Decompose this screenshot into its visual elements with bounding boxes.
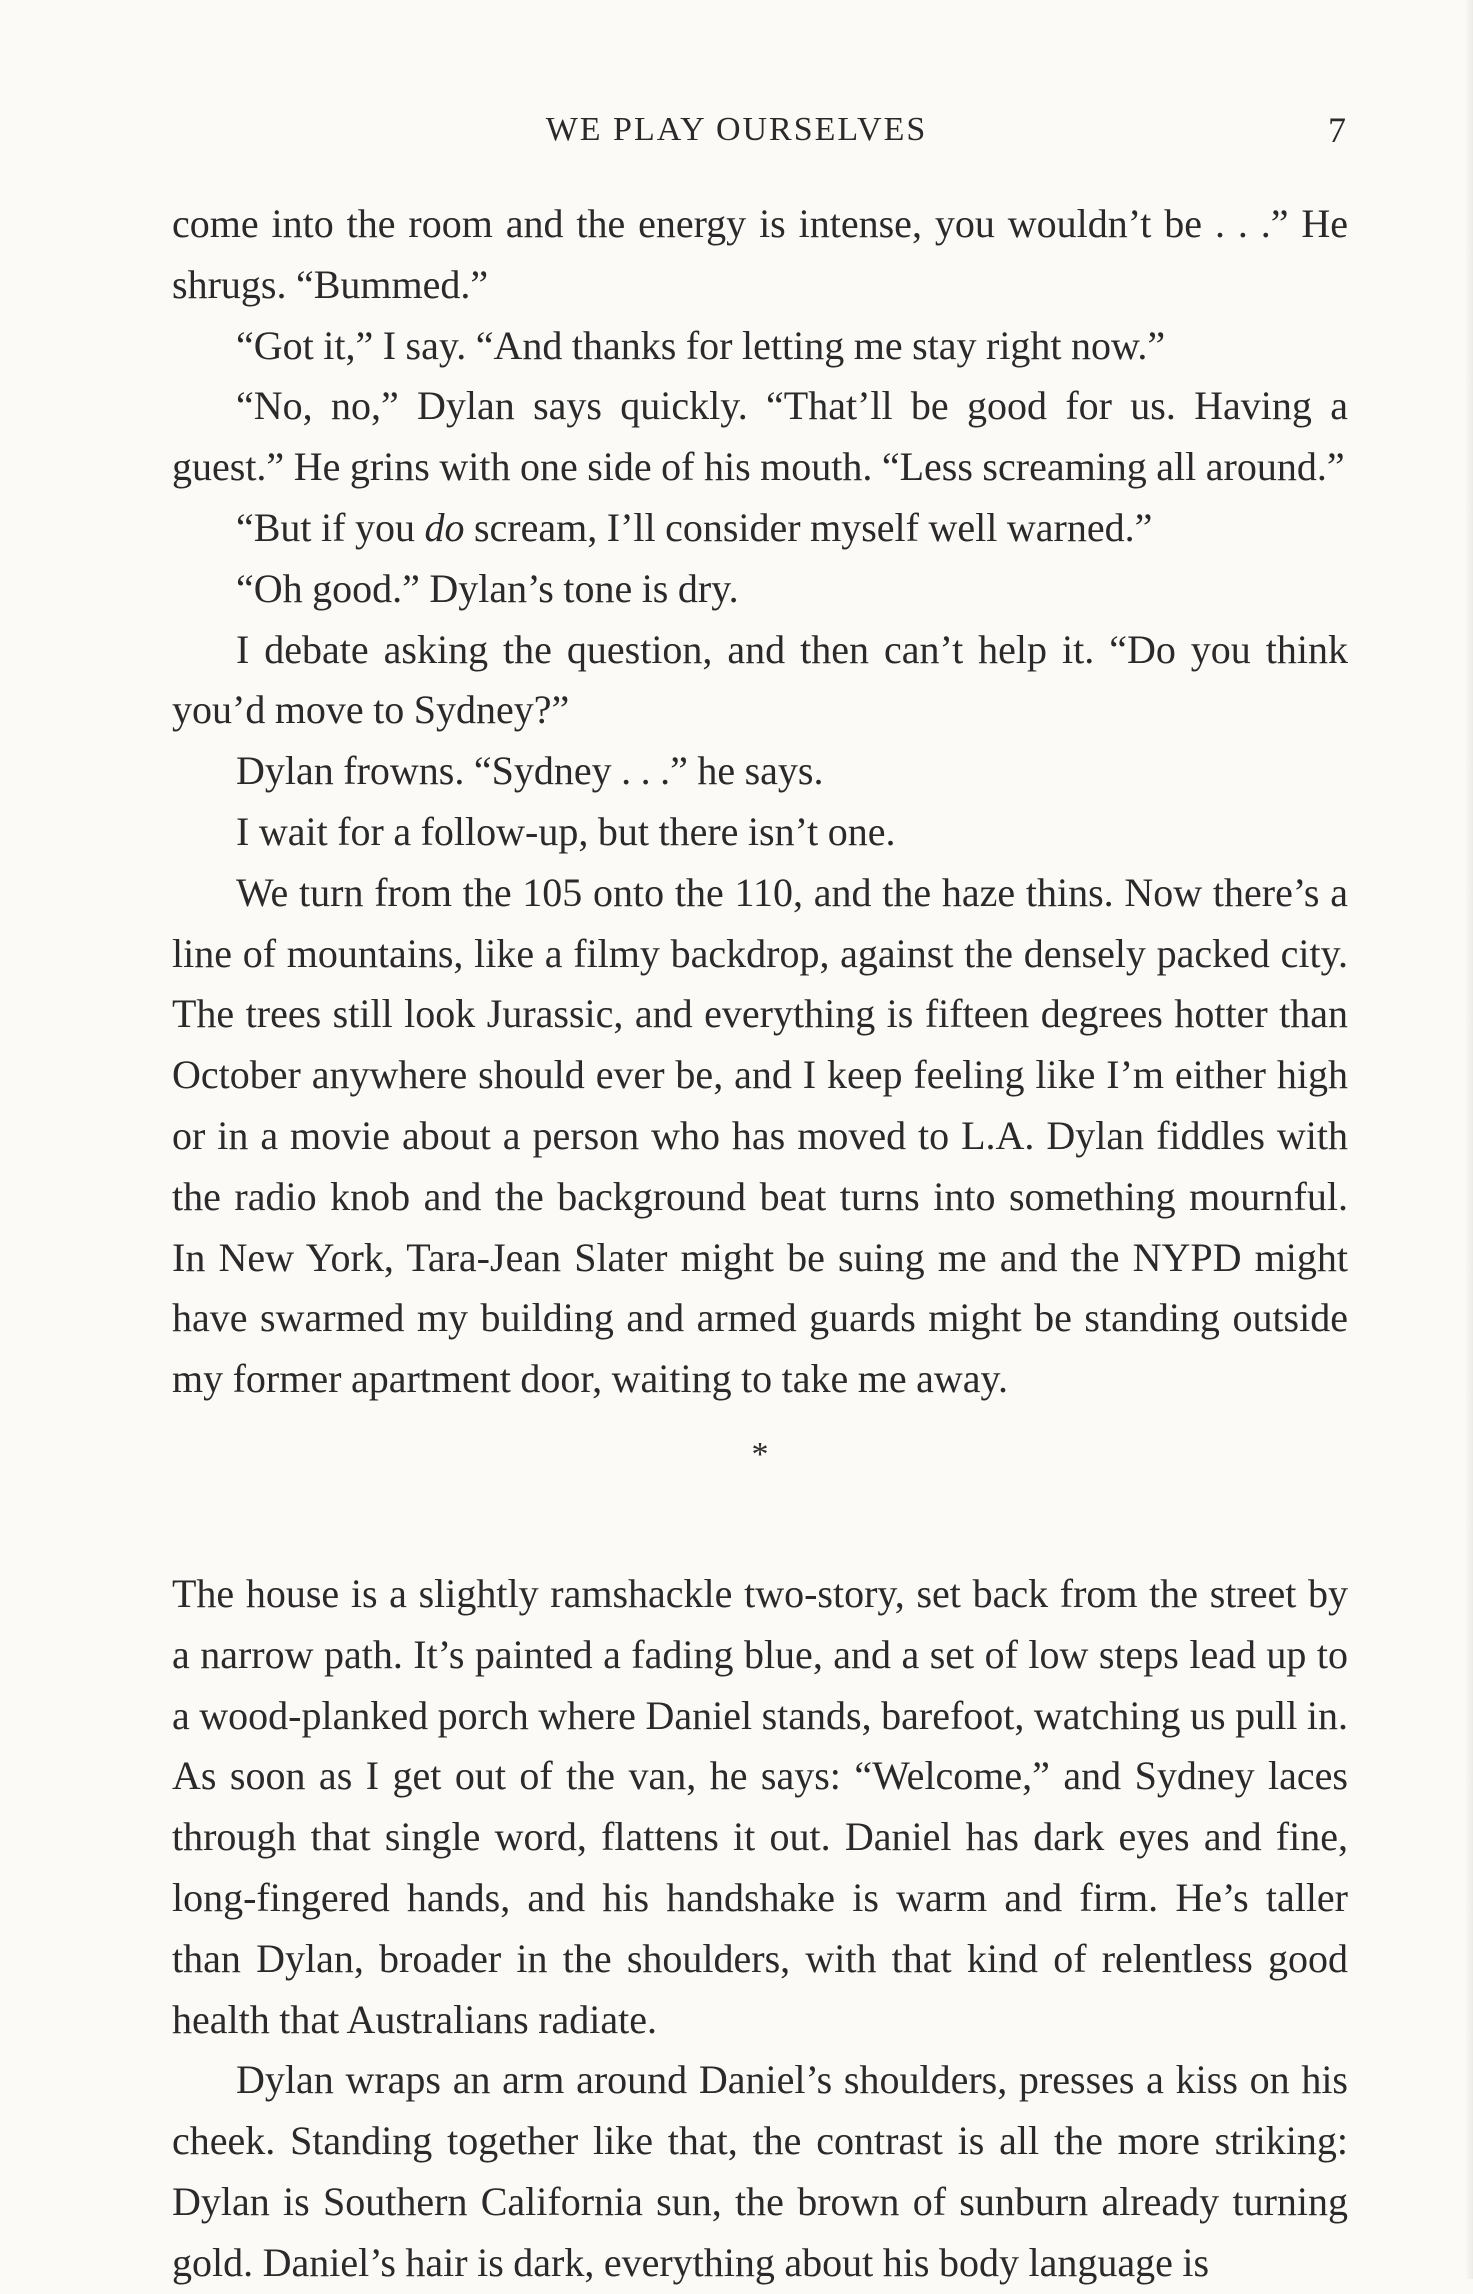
paragraph-dialogue: Dylan frowns. “Sydney . . .” he says. xyxy=(236,748,824,794)
paragraph-narrative: Dylan wraps an arm around Daniel’s shoulders, presses a kiss on his cheek. Standing together like that, the contrast is all the more striking: Dylan is Southern California sun, the brown of sunburn already turning gold. Daniel’s hair is dark, everything about his body language is xyxy=(172,2057,1348,2285)
paragraph-dialogue: “Got it,” I say. “And thanks for letting me stay right now.” xyxy=(236,322,1166,368)
running-head xyxy=(0,100,1473,160)
paragraph: I wait for a follow-up, but there isn’t one. xyxy=(236,808,896,854)
paragraph-narrative: We turn from the 105 onto the 110, and the haze thins. Now there’s a line of mountains, like a filmy backdrop, against the densely packed city. The trees still look Jurassic, and everything is fifteen degrees hotter than October anywhere should ever be, and I keep feeling like I’m either high or in a movie about a person who has moved to L.A. Dylan fiddles with the radio knob and the background beat turns into something mournful. In New York, Tara-Jean Slater might be suing me and the NYPD might have swarmed my building and armed guards might be standing outside my former apartment door, waiting to take me away. xyxy=(172,869,1348,1402)
emphasis-text: do xyxy=(424,504,465,550)
paragraph-dialogue: “Oh good.” Dylan’s tone is dry. xyxy=(236,565,739,611)
page-edge-shadow xyxy=(1465,0,1473,2279)
section-break: * xyxy=(751,1435,769,1473)
paragraph-dialogue: “No, no,” Dylan says quickly. “That’ll be good for us. Having a guest.” He grins with one side of his mouth. “Less screaming all around.” xyxy=(172,383,1348,490)
body-text xyxy=(172,194,1348,2294)
paragraph-continuation: come into the room and the energy is intense, you wouldn’t be . . .” He shrugs. “Bummed.” xyxy=(172,201,1348,307)
running-title: WE PLAY OURSELVES xyxy=(545,111,928,148)
paragraph-dialogue xyxy=(172,498,1348,559)
text-segment: scream, I’ll consider myself well warned.” xyxy=(464,504,1153,550)
page-number: 7 xyxy=(1328,110,1346,150)
section-opening-paragraph: The house is a slightly ramshackle two-story, set back from the street by a narrow path. It’s painted a fading blue, and a set of low steps lead up to a wood-planked porch where Daniel stands, barefoot, watching us pull in. As soon as I get out of the van, he says: “Welcome,” and Sydney laces through that single word, flattens it out. Daniel has dark eyes and fine, long-fingered hands, and his handshake is warm and firm. He’s taller than Dylan, broader in the shoulders, with that kind of relentless good health that Australians radiate. xyxy=(172,1570,1348,2042)
paragraph: I debate asking the question, and then can’t help it. “Do you think you’d move to Sydney?” xyxy=(172,626,1348,733)
text-segment: “But if you xyxy=(236,504,425,550)
